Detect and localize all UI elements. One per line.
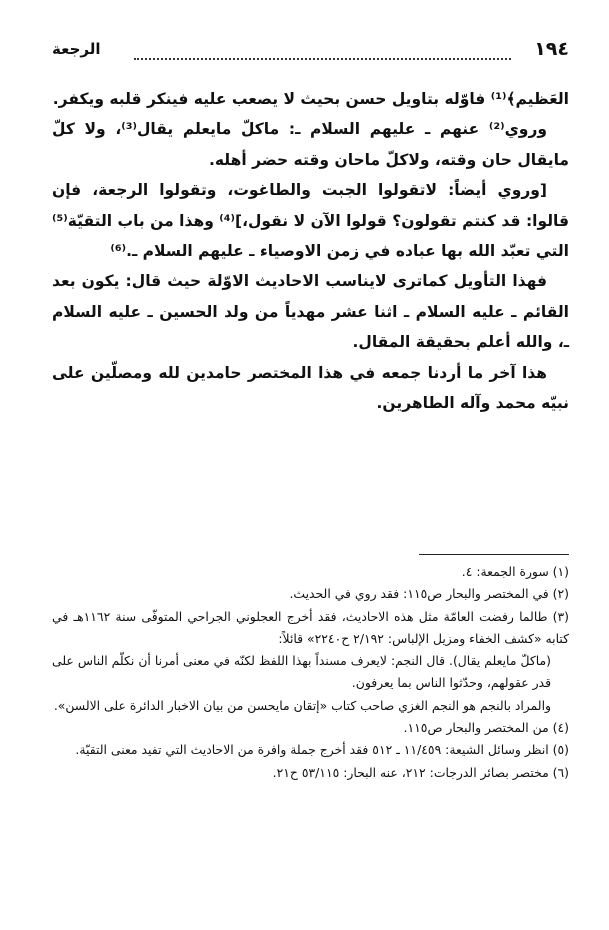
footnote-5: (٥) انظر وسائل الشيعة: ١١/٤٥٩ ـ ٥١٢ فقد أخرج جملة وافرة من الاحاديث التي تفيد معنى التقيّة. <box>75 742 569 758</box>
page-header <box>52 38 569 68</box>
body-paragraph-5: هذا آخر ما أردنا جمعه في هذا المختصر حامدين لله ومصلّين على نبيّه محمد وآله الطاهرين. <box>52 363 569 413</box>
header-dotted-rule <box>134 58 511 60</box>
body-paragraph-2: وروي⁽²⁾ عنهم ـ عليهم السلام ـ: ماكلّ مايعلم يقال⁽³⁾، ولا كلّ مايقال حان وقته، ولاكلّ ماحان وقته حضر أهله. <box>52 120 569 169</box>
footnotes <box>52 561 569 784</box>
footnote-2: (٢) في المختصر والبحار ص١١٥: فقد روي في الحديث. <box>289 586 569 602</box>
body-text <box>52 84 569 418</box>
footnote-separator <box>419 554 569 555</box>
footnote-3-note: والمراد بالنجم هو النجم الغزي صاحب كتاب «إتقان مايحسن من بيان الاخبار الدائرة على الالسن». <box>53 697 551 713</box>
footnote-3-quote: (ماكلّ مايعلم يقال). قال النجم: لايعرف مسنداً بهذا اللفظ لكنّه في معنى أمرنا أن نكلّم الناس على قدر عقولهم، وحدّثوا الناس بما يعرفون. <box>52 653 551 691</box>
body-paragraph-3: [وروي أيضاً: لاتقولوا الجبت والطاغوت، وتقولوا الرجعة، فإن قالوا: قد كنتم تقولون؟ قولوا الآن لا نقول،]⁽⁴⁾ وهذا من باب التقيّة⁽⁵⁾ التي تعبّد الله بها عباده في زمن الاوصياء ـ عليهم السلام ـ.⁽⁶⁾ <box>52 181 569 261</box>
footnote-4: (٤) من المختصر والبحار ص١١٥. <box>403 720 569 736</box>
footnote-3: (٣) طالما رفضت العامّة مثل هذه الاحاديث، فقد أخرج العجلوني الجراحي المتوفّى سنة ١١٦٢هـ في كتابه «كشف الخفاء ومزيل الإلباس: ٢/١٩٢ ح٢٢٤٠» قائلاً: <box>52 608 569 646</box>
footnote-6: (٦) مختصر بصائر الدرجات: ٢١٢، عنه البحار: ٥٣/١١٥ ح٢١. <box>272 764 569 780</box>
body-paragraph-4: فهذا التأويل كماترى لايناسب الاحاديث الاوّلة حيث قال: يكون بعد القائم ـ عليه السلام ـ اثنا عشر مهدياً من ولد الحسين ـ عليه السلام ـ، والله أعلم بحقيقة المقال. <box>52 272 569 352</box>
running-title: الرجعة <box>52 40 101 58</box>
page-number: ١٩٤ <box>534 38 569 60</box>
footnote-1: (١) سورة الجمعة: ٤. <box>461 564 569 579</box>
body-paragraph-1: العَظيم﴾⁽¹⁾ فاوّله بتاويل حسن بحيث لا يصعب عليه فينكر قلبه ويكفر. <box>52 90 569 108</box>
